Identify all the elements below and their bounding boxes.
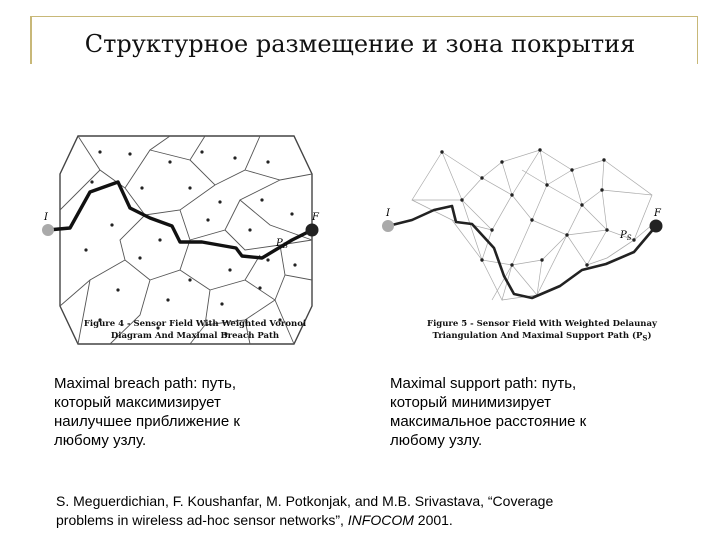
delaunay-figure [372, 140, 672, 320]
start-label: I [44, 212, 48, 223]
support-path-description [390, 374, 690, 450]
slide-title: Структурное размещение и зона покрытия [84, 30, 636, 58]
start-label-right: I [386, 208, 390, 219]
citation-line2: problems in wireless ad-hoc sensor networks”, INFOCOM 2001. [56, 512, 453, 528]
voronoi-edges [60, 136, 312, 344]
voronoi-caption-line1: Figure 4 - Sensor Field With Weighted Voronoi [83, 319, 307, 329]
voronoi-caption [50, 318, 340, 342]
voronoi-figure [30, 130, 342, 350]
desc-right-line2: который минимизирует [390, 394, 551, 411]
end-label: F [312, 212, 319, 223]
end-point-icon [306, 224, 319, 237]
delaunay-edges [412, 150, 652, 300]
start-point-icon [42, 224, 54, 236]
desc-left-line1: Maximal breach path: путь, [54, 375, 237, 392]
desc-right-line1: Maximal support path: путь, [390, 375, 577, 392]
desc-left-line3: наилучшее приближение к [54, 413, 240, 430]
delaunay-diagram [372, 140, 672, 320]
end-point-icon-right [650, 220, 663, 233]
desc-right-line4: любому узлу. [390, 432, 483, 449]
delaunay-caption-line2: Triangulation And Maximal Support Path $(P_S)$ [432, 331, 652, 343]
desc-left-line4: любому узлу. [54, 432, 147, 449]
maximal-breach-path [48, 182, 312, 258]
voronoi-caption-line2: Diagram And Maximal Breach Path [110, 331, 280, 341]
delaunay-caption [392, 318, 692, 345]
breach-path-description [54, 374, 334, 450]
citation-venue: INFOCOM [347, 512, 414, 528]
delaunay-caption-line1: Figure 5 - Sensor Field With Weighted Delaunay [427, 319, 657, 329]
path-label-right: $P_S$ [620, 230, 632, 242]
slide-frame-top [30, 16, 698, 17]
path-label: $P_B$ [276, 238, 288, 250]
end-label-right: F [654, 208, 661, 219]
citation-line1: S. Meguerdichian, F. Koushanfar, M. Potkonjak, and M.B. Srivastava, “Coverage [56, 493, 554, 509]
start-point-icon-right [382, 220, 394, 232]
voronoi-diagram [30, 130, 342, 350]
desc-left-line2: который максимизирует [54, 394, 221, 411]
desc-right-line3: максимальное расстояние к [390, 413, 587, 430]
citation [56, 492, 696, 530]
